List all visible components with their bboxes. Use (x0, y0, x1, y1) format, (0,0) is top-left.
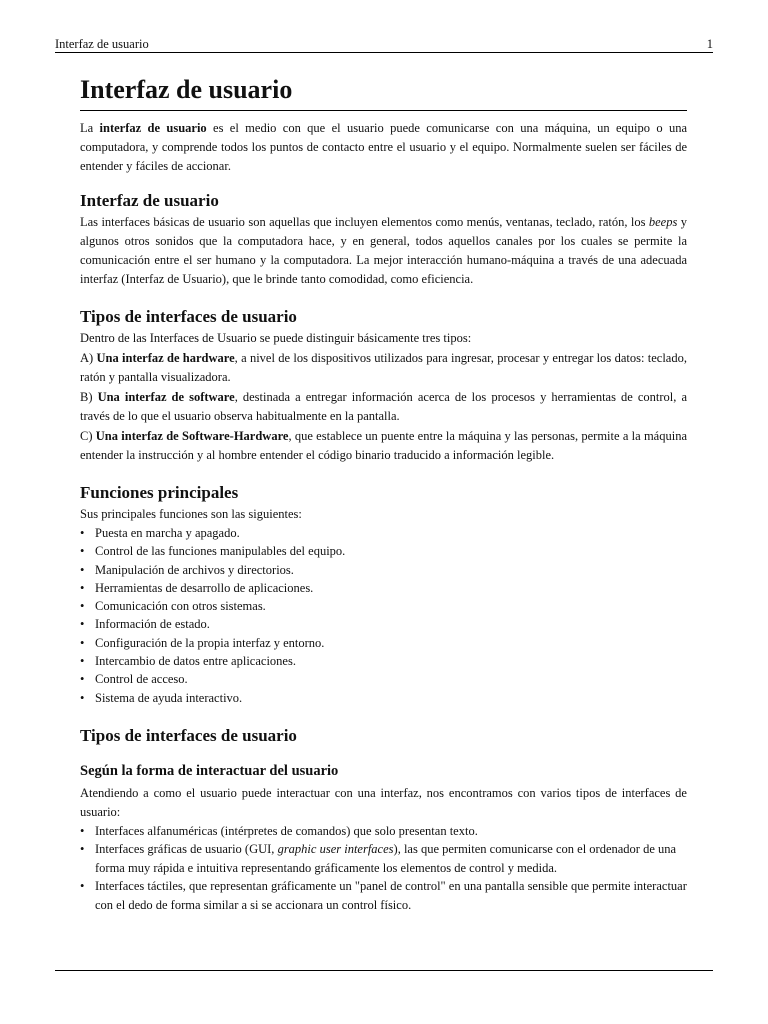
funciones-list (80, 524, 687, 707)
tipo-item-bold: Una interfaz de Software-Hardware (95, 429, 289, 443)
tipo-item-bold: Una interfaz de software (97, 390, 235, 404)
list-item (80, 561, 687, 579)
section-heading-interfaz: Interfaz de usuario (80, 191, 219, 210)
list-item (80, 524, 687, 542)
intro-text-start: La (80, 121, 100, 135)
list-item-text: Control de acceso. (95, 672, 188, 687)
tipo-item-text: , destinada a entregar información acerca de los procesos y herramientas de control, a través de lo que el usuario observa habitualmente en la pantalla. (80, 390, 687, 423)
bullet-icon: • (80, 879, 85, 894)
bullet-icon: • (80, 672, 85, 687)
tipo-item-a (80, 349, 687, 387)
tipo-item-text: , que establece un puente entre la máquina y las personas, permite a la máquina entender la instrucción y al hombre entender el código binario traducido a información legible. (80, 429, 687, 462)
intro-text-end: es el medio con que el usuario puede comunicarse con una máquina, un equipo o una computadora, y comprende todos los puntos de contacto entre el usuario y el equipo. Normalmente suelen ser fáciles de entender y fáciles de accionar. (80, 121, 688, 173)
gui-term: graphic user interfaces (277, 842, 394, 857)
list-item-text-end: ), las que permiten comunicarse con el ordenador de una forma muy rápida e intuitiva representando gráficamente los elementos de control y medida. (95, 842, 677, 875)
list-item (80, 670, 687, 688)
section-heading-tipos: Tipos de interfaces de usuario (80, 307, 297, 326)
list-item (80, 634, 687, 652)
bullet-icon: • (80, 526, 85, 540)
list-item (80, 877, 687, 914)
page-number: 1 (706, 37, 713, 51)
bullet-icon: • (80, 617, 85, 632)
list-item-text-start: Interfaces gráficas de usuario (GUI, (95, 842, 278, 857)
list-item (80, 689, 687, 707)
list-item-text: Sistema de ayuda interactivo. (95, 690, 243, 705)
list-item (80, 615, 687, 633)
tipo-item-prefix: A) (80, 351, 97, 365)
bullet-icon: • (80, 842, 85, 857)
list-item-text: Manipulación de archivos y directorios. (95, 562, 294, 577)
subsection-heading: Según la forma de interactuar del usuario (80, 762, 339, 779)
list-item-text: Intercambio de datos entre aplicaciones. (95, 654, 296, 669)
bullet-icon: • (80, 580, 85, 595)
article-content (80, 66, 687, 914)
list-item (80, 542, 687, 560)
intro-bold-term: interfaz de usuario (99, 121, 207, 135)
section-tipos-intro: Dentro de las Interfaces de Usuario se puede distinguir básicamente tres tipos: (80, 331, 472, 345)
bullet-icon: • (80, 562, 85, 577)
section-heading-tipos-2: Tipos de interfaces de usuario (80, 725, 297, 745)
list-item-text: Herramientas de desarrollo de aplicaciones. (95, 580, 314, 595)
list-item (80, 652, 687, 670)
section-funciones-intro: Sus principales funciones son las siguientes: (80, 507, 302, 521)
list-item (80, 822, 687, 841)
bullet-icon: • (80, 544, 85, 559)
bullet-icon: • (80, 654, 85, 669)
bullet-icon: • (80, 635, 85, 650)
list-item-text: Puesta en marcha y apagado. (95, 526, 240, 540)
intro-paragraph (80, 119, 687, 176)
list-item-text: Comunicación con otros sistemas. (95, 599, 266, 614)
list-item-text: Control de las funciones manipulables del equipo. (95, 544, 346, 559)
tipo-item-b (80, 388, 687, 426)
tipo-item-bold: Una interfaz de hardware (96, 351, 235, 365)
bullet-icon: • (80, 690, 85, 705)
article-title: Interfaz de usuario (80, 74, 687, 111)
list-item-text: Configuración de la propia interfaz y entorno. (95, 635, 325, 650)
paragraph-text-end: y algunos otros sonidos que la computadora hace, y en general, todos aquellos canales por los cuales se permite la comunicación entre el ser humano y la computadora. La mejor interacción humano-máquina a través de una adecuada interfaz (Interfaz de Usuario), que le brinde tanto comodidad, como eficiencia. (80, 215, 687, 286)
tipos-interfaces-list (80, 822, 687, 915)
list-item-text: Interfaces alfanuméricas (intérpretes de comandos) que solo presentan texto. (95, 823, 478, 838)
footer-rule (55, 970, 713, 971)
section-interfaz-paragraph (80, 213, 687, 289)
list-item (80, 597, 687, 615)
tipo-item-text: , a nivel de los dispositivos utilizados para ingresar, procesar y entregar los datos: teclado, ratón y pantalla visualizadora. (80, 351, 687, 384)
section-heading-funciones: Funciones principales (80, 483, 239, 502)
beeps-term: beeps (648, 215, 678, 229)
tipo-item-prefix: C) (80, 429, 96, 443)
page-header (55, 36, 713, 53)
list-item-text: Interfaces táctiles, que representan gráficamente un "panel de control" en una pantalla sensible que permite interactuar con el dedo de forma similar a si se accionara un control físico. (95, 879, 687, 912)
list-item-text: Información de estado. (95, 617, 210, 632)
running-header-title: Interfaz de usuario (55, 37, 149, 51)
bullet-icon: • (80, 599, 85, 614)
paragraph-text-start: Las interfaces básicas de usuario son aquellas que incluyen elementos como menús, ventanas, teclado, ratón, los (80, 215, 649, 229)
list-item (80, 840, 687, 877)
tipo-item-c (80, 427, 687, 465)
subsection-intro: Atendiendo a como el usuario puede interactuar con una interfaz, nos encontramos con varios tipos de interfaces de usuario: (80, 785, 687, 819)
bullet-icon: • (80, 823, 85, 838)
list-item (80, 579, 687, 597)
tipo-item-prefix: B) (80, 390, 98, 404)
